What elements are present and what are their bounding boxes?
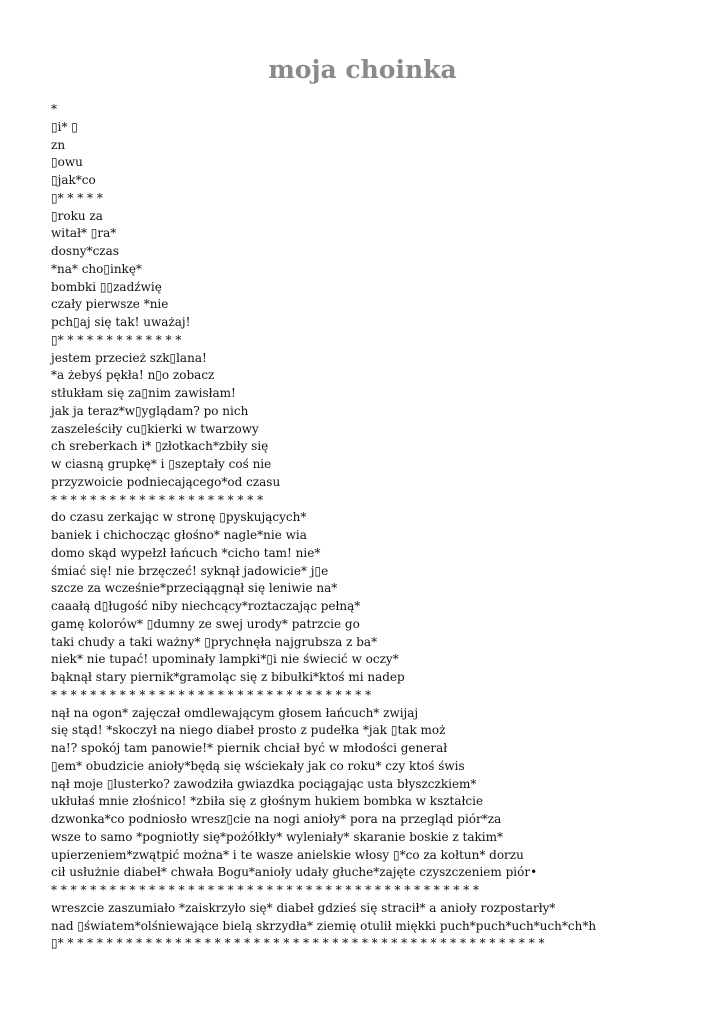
poem-line: upierzeniem*zwątpić można* i te wasze anielskie włosy ▯*co za kołtun* dorzu xyxy=(51,847,524,862)
poem-line: szcze za wcześnie*przeciąągnął się leniwie na* xyxy=(51,581,338,596)
poem-line: ▯i* ▯ xyxy=(51,119,78,134)
poem-line: czały pierwsze *nie xyxy=(51,297,169,312)
poem-line: taki chudy a taki ważny* ▯prychnęła najgrubsza z ba* xyxy=(51,634,378,649)
poem-line: ukłułaś mnie złośnico! *zbiła się z głośnym hukiem bombka w kształcie xyxy=(51,794,484,809)
poem-line: dosny*czas xyxy=(51,244,119,258)
poem-line: jak ja teraz*w▯yglądam? po nich xyxy=(51,403,249,418)
poem-line: zaszeleściły cu▯kierki w twarzowy xyxy=(51,421,259,436)
poem-line: * * * * * * * * * * * * * * * * * * * * * * xyxy=(51,492,264,507)
poem-line: ▯jak*co xyxy=(51,173,96,187)
poem-line: ▯* * * * * * * * * * * * * xyxy=(51,332,182,347)
poem-line: cił usłużnie diabeł* chwała Bogu*anioły udały głuche*zajęte czyszczeniem piór• xyxy=(51,865,538,880)
poem-line: się stąd! *skoczył na niego diabeł prosto z pudełka *jak ▯tak moż xyxy=(51,723,446,738)
poem-line: zn xyxy=(51,137,66,152)
poem-line: nad ▯światem*olśniewające bielą skrzydła* ziemię otulił miękki puch*puch*uch*uch*ch*h xyxy=(51,918,597,933)
poem-line: bombki ▯▯zadźwię xyxy=(51,279,162,294)
poem-line: ▯* * * * * xyxy=(51,190,103,205)
poem-line: * * * * * * * * * * * * * * * * * * * * * * * * * * * * * * * * * xyxy=(51,687,372,702)
poem-line: *a żebyś pękła! n▯o zobacz xyxy=(51,368,215,383)
poem-line: witał* ▯ra* xyxy=(51,226,117,241)
poem-line: ▯* * * * * * * * * * * * * * * * * * * * * * * * * * * * * * * * * * * * * * * * * * * * * * * * * * xyxy=(51,936,545,951)
poem-line: przyzwoicie podniecającego*od czasu xyxy=(51,474,281,489)
poem-line: nął moje ▯lusterko? zawodziła gwiazdka pociągając usta błyszczkiem* xyxy=(51,776,477,791)
document-title: moja choinka xyxy=(268,55,457,84)
poem-line: pch▯aj się tak! uważaj! xyxy=(51,315,191,329)
poem-line: w ciasną grupkę* i ▯szeptały coś nie xyxy=(51,457,272,471)
poem-line: na!? spokój tam panowie!* piernik chciał być w młodości generał xyxy=(51,741,448,755)
poem-line: jestem przecież szk▯lana! xyxy=(51,350,207,365)
poem-line: dzwonka*co podniosło wresz▯cie na nogi anioły* pora na przegląd piór*za xyxy=(51,812,502,826)
poem-line: domo skąd wypełzł łańcuch *cicho tam! nie* xyxy=(51,545,321,560)
poem-line: niek* nie tupać! upominały lampki*▯i nie świecić w oczy* xyxy=(51,652,399,667)
poem-line: śmiać się! nie brzęczeć! syknął jadowicie* j▯e xyxy=(51,563,329,578)
poem-line: baniek i chichocząc głośno* nagle*nie wia xyxy=(51,528,307,542)
poem-line: wsze to samo *pogniotły się*pożółkły* wyleniały* skaranie boskie z takim* xyxy=(51,829,503,844)
poem-line: wreszcie zaszumiało *zaiskrzyło się* diabeł gdzieś się stracił* a anioły rozpostarły* xyxy=(51,900,556,915)
poem-line: ▯roku za xyxy=(51,208,103,223)
poem-line: stłukłam się za▯nim zawisłam! xyxy=(51,386,236,400)
poem-line: gamę kolorów* ▯dumny ze swej urody* patrzcie go xyxy=(51,616,360,631)
poem-line: do czasu zerkając w stronę ▯pyskujących* xyxy=(51,510,307,525)
poem-line: ▯owu xyxy=(51,155,83,170)
poem-line: ch sreberkach i* ▯złotkach*zbiły się xyxy=(51,439,269,454)
poem-line: caaałą d▯ługość niby niechcący*roztaczając pełną* xyxy=(51,599,361,613)
poem-line: ▯em* obudzicie anioły*będą się wściekały jak co roku* czy ktoś świs xyxy=(51,758,465,773)
poem-line: * xyxy=(51,102,57,116)
poem-line: * * * * * * * * * * * * * * * * * * * * * * * * * * * * * * * * * * * * * * * * * * * * xyxy=(51,883,480,897)
poem-line: nął na ogon* zajęczał omdlewającym głosem łańcuch* zwijaj xyxy=(51,705,419,720)
poem-body xyxy=(51,101,716,953)
poem-line: bąknął stary piernik*gramoląc się z bibułki*ktoś mi nadep xyxy=(51,670,405,684)
poem-line: *na* cho▯inkę* xyxy=(51,261,142,276)
